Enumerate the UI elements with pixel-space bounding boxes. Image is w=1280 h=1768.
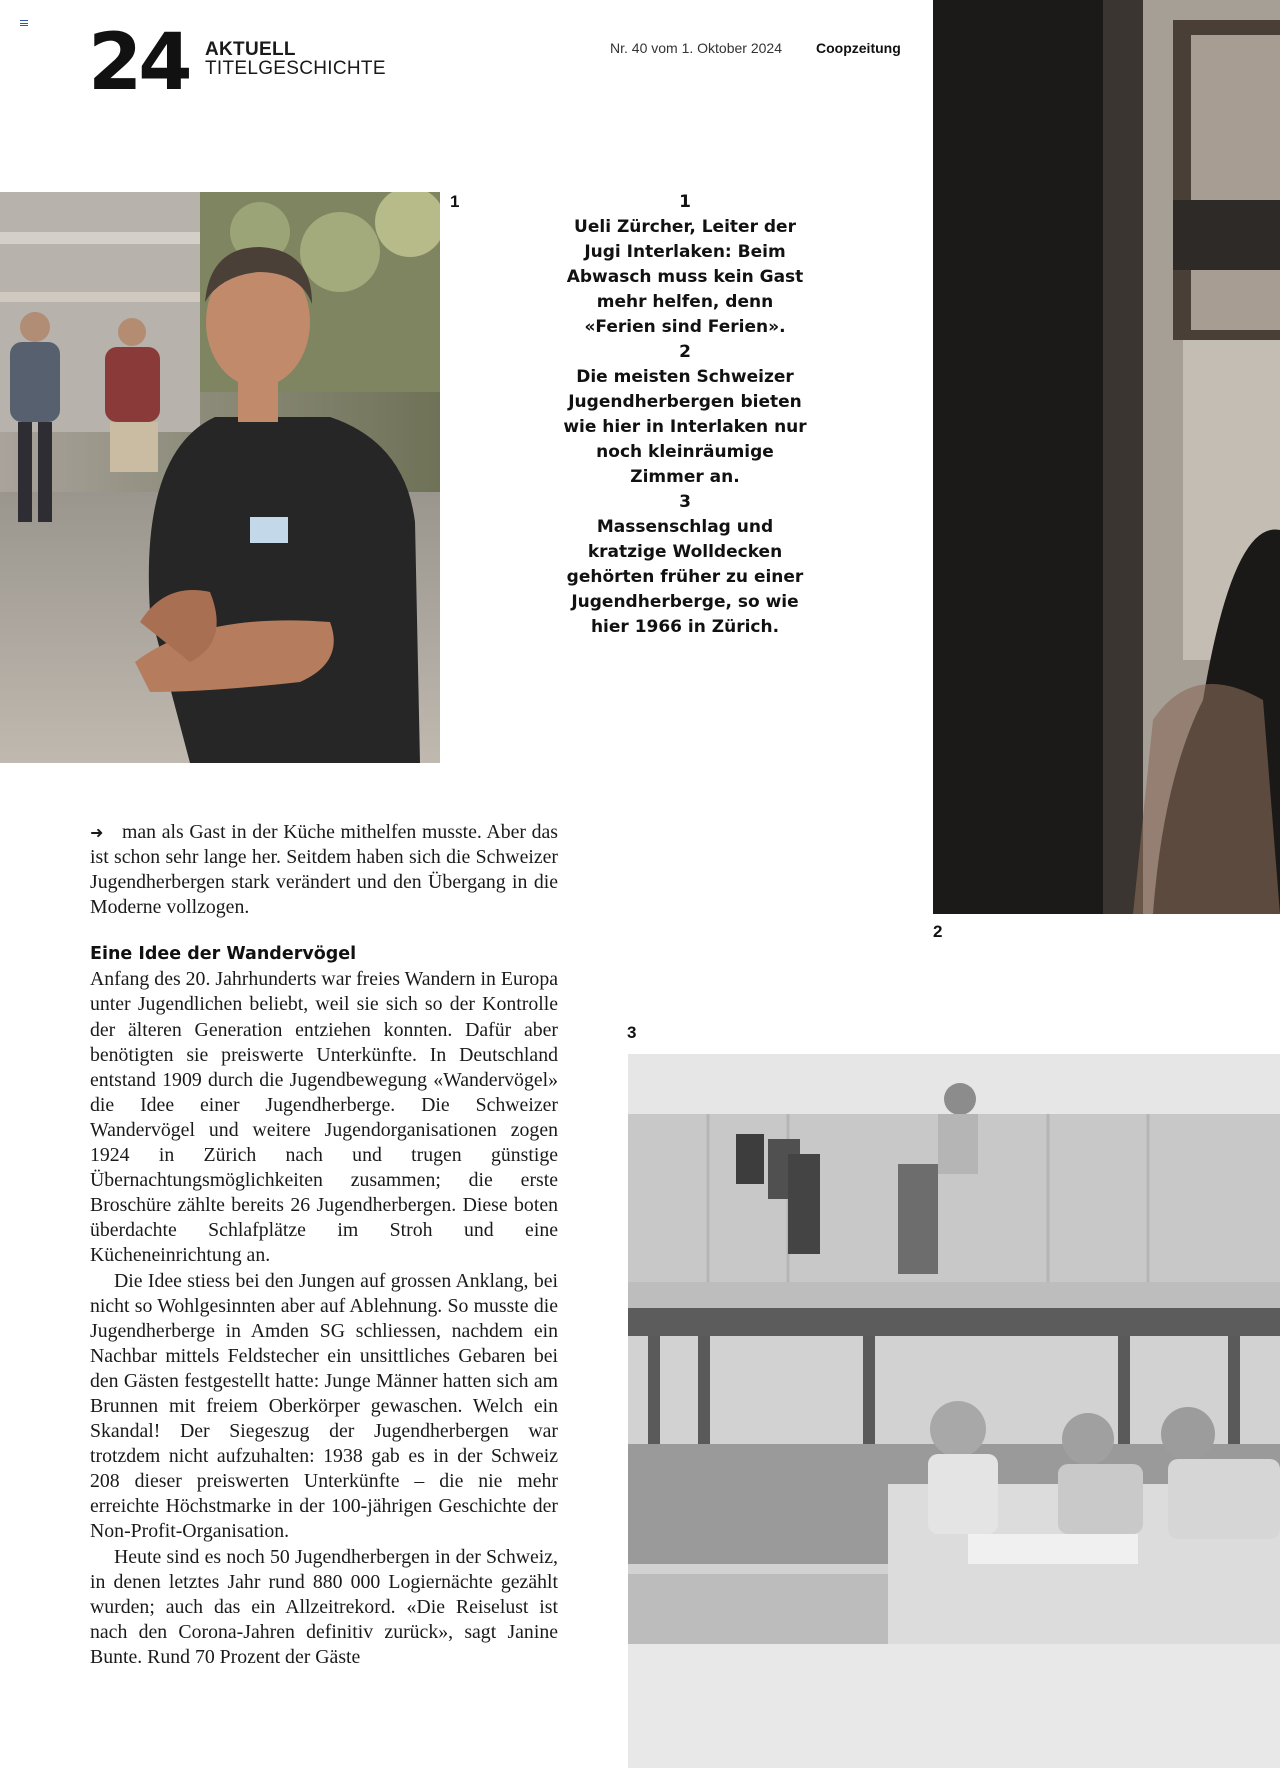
caption-text: Die meisten Schweizer Jugendherbergen bieten wie hier in Interlaken nur noch kleinräumige Zimmer an. <box>563 367 807 487</box>
caption-number: 1 <box>679 192 691 212</box>
photo-captions <box>560 190 810 640</box>
photo-portrait <box>0 192 440 763</box>
photo-label-1: 1 <box>450 192 460 211</box>
caption-number: 2 <box>679 342 691 362</box>
article-paragraph: Anfang des 20. Jahrhunderts war freies Wandern in Europa unter Jugendlichen beliebt, weil sie sich so der Kontrolle der älteren Generation entziehen konnten. Dafür aber benötigten sie preiswerte Unterkünfte. In Deutschland entstand 1909 durch die Jugendbewegung «Wandervögel» die Idee einer Jugendherberge. Die Schweizer Wandervögel und weitere Jugendorganisationen zogen 1924 in Zürich nach und trugen günstige Übernachtungsmöglichkeiten zusammen; die erste Broschüre zählte bereits 26 Jugendherbergen. Diese boten überdachte Schlafplätze im Stroh und eine Kücheneinrichtung an. <box>90 968 558 1267</box>
article-lead <box>90 820 558 920</box>
article-body <box>90 820 558 1670</box>
section-title: AKTUELL <box>205 39 296 60</box>
article-paragraph: Die Idee stiess bei den Jungen auf grossen Anklang, bei nicht so Wohlgesinnten aber auf Ablehnung. So musste die Jugendherberge in Amden SG schliessen, nachdem ein Nachbar mittels Feldstecher ein unsittliches Gebaren bei den Gästen festgestellt hatte: Junge Männer hatten sich am Brunnen mit freiem Oberkörper gewaschen. Welch ein Skandal! Der Siegeszug der Jugendherbergen war trotzdem nicht aufzuhalten: 1938 gab es in der Schweiz 208 dieser preiswerten Unterkünfte – die nie mehr erreichte Höchstmarke in der 100-jährigen Geschichte der Non-Profit-Organisation. <box>90 1269 558 1543</box>
issue-info: Nr. 40 vom 1. Oktober 2024 <box>610 40 782 56</box>
photo-label-2: 2 <box>933 922 943 941</box>
brand-name: Coopzeitung <box>816 40 901 56</box>
article-paragraph: Heute sind es noch 50 Jugendherbergen in der Schweiz, in denen letztes Jahr rund 880 000 Logiernächte gezählt wurden; auch das ein Allzeitrekord. «Die Reiselust ist nach den Corona-Jahren definitiv zurück», sagt Janine Bunte. Rund 70 Prozent der Gäste <box>90 1545 558 1668</box>
photo-historic-dormitory <box>628 1054 1280 1768</box>
section-heading <box>205 40 386 78</box>
photo-bunkroom <box>933 0 1280 914</box>
caption-number: 3 <box>679 492 691 512</box>
photo-label-3: 3 <box>627 1023 637 1042</box>
lead-text: man als Gast in der Küche mithelfen musste. Aber das ist schon sehr lange her. Seitdem haben sich die Schweizer Jugendherbergen stark verändert und den Übergang in die Moderne vollzogen. <box>90 821 558 919</box>
caption-text: Ueli Zürcher, Leiter der Jugi Interlaken: Beim Abwasch muss kein Gast mehr helfen, denn «Ferien sind Ferien». <box>566 217 804 337</box>
article-subhead: Eine Idee der Wandervögel <box>90 944 357 965</box>
page-number: 24 <box>88 18 189 108</box>
continue-arrow-icon: ➜ <box>90 823 104 842</box>
menu-icon[interactable] <box>20 20 28 26</box>
section-subtitle: TITELGESCHICHTE <box>205 58 386 79</box>
caption-text: Massenschlag und kratzige Wolldecken gehörten früher zu einer Jugendherberge, so wie hier 1966 in Zürich. <box>566 517 804 637</box>
